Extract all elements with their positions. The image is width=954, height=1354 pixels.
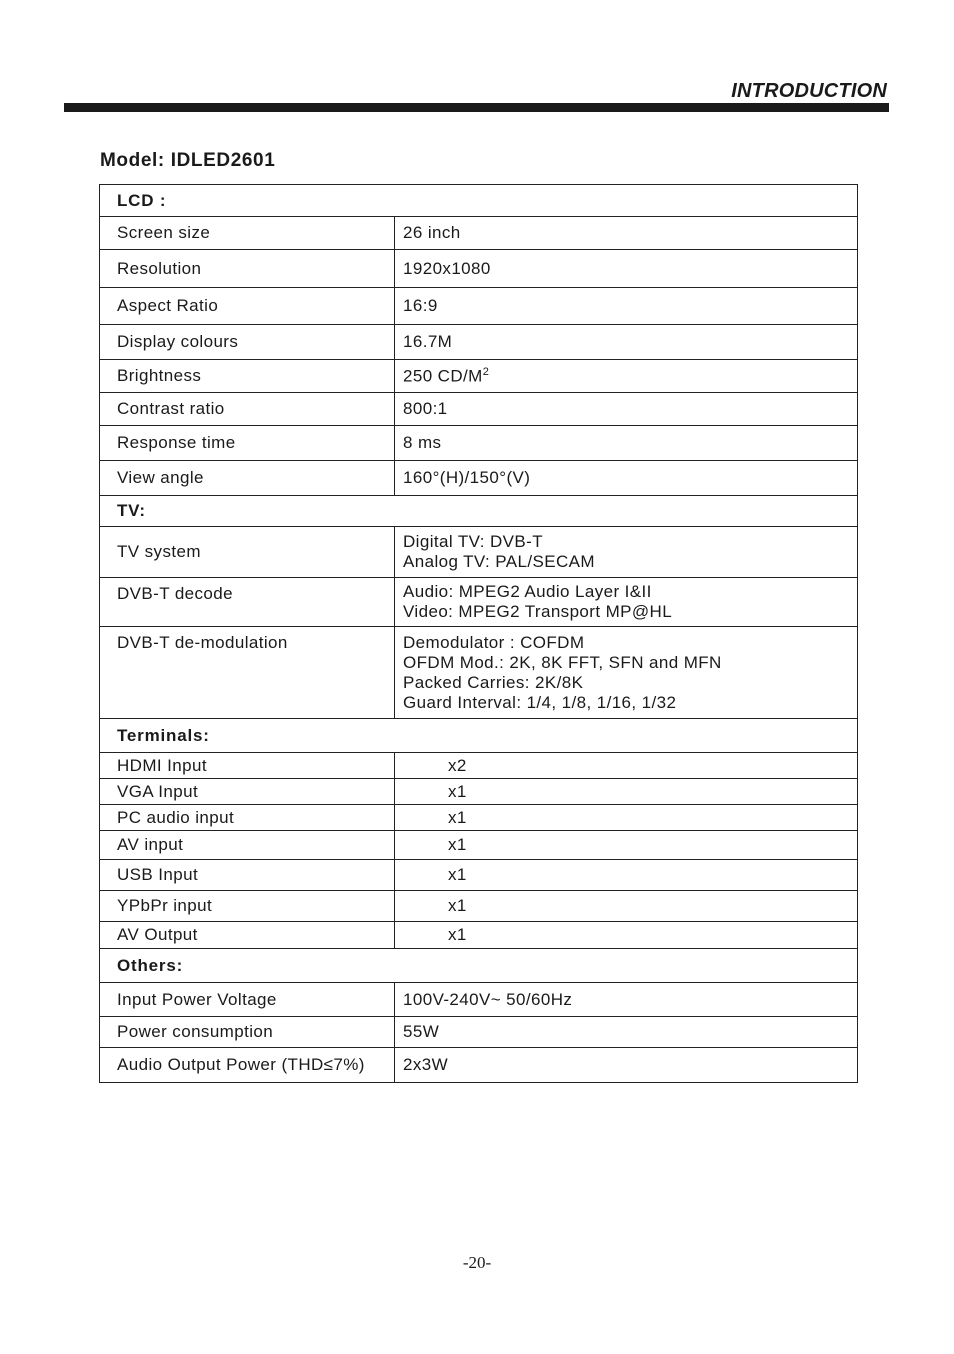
spec-value: 160°(H)/150°(V) bbox=[395, 461, 858, 496]
brightness-superscript: 2 bbox=[482, 365, 490, 378]
spec-value: 100V-240V~ 50/60Hz bbox=[395, 983, 858, 1017]
spec-label: PC audio input bbox=[100, 805, 395, 831]
spec-value bbox=[395, 527, 858, 578]
section-others: Others: bbox=[100, 949, 858, 983]
section-row-terminals bbox=[100, 719, 858, 753]
spec-row bbox=[100, 578, 858, 627]
spec-label: Power consumption bbox=[100, 1017, 395, 1048]
spec-row bbox=[100, 779, 858, 805]
spec-row bbox=[100, 891, 858, 922]
spec-value: x2 bbox=[395, 753, 858, 779]
spec-value: 1920x1080 bbox=[395, 250, 858, 288]
spec-value: 55W bbox=[395, 1017, 858, 1048]
spec-row bbox=[100, 250, 858, 288]
brightness-value: 250 CD/M bbox=[403, 366, 483, 386]
spec-label: Input Power Voltage bbox=[100, 983, 395, 1017]
spec-row bbox=[100, 1048, 858, 1083]
spec-table bbox=[99, 184, 858, 1083]
section-lcd: LCD : bbox=[100, 185, 858, 217]
spec-label: TV system bbox=[100, 527, 395, 578]
spec-value: x1 bbox=[395, 860, 858, 891]
spec-row bbox=[100, 1017, 858, 1048]
spec-row bbox=[100, 527, 858, 578]
spec-value-line: Digital TV: DVB-T bbox=[403, 532, 543, 551]
spec-row bbox=[100, 426, 858, 461]
spec-value-line: Audio: MPEG2 Audio Layer I&II bbox=[403, 582, 652, 601]
spec-value: x1 bbox=[395, 805, 858, 831]
spec-value-line: Video: MPEG2 Transport MP@HL bbox=[403, 602, 673, 621]
spec-row bbox=[100, 753, 858, 779]
spec-label: AV input bbox=[100, 831, 395, 860]
spec-value: x1 bbox=[395, 922, 858, 949]
spec-label: Display colours bbox=[100, 325, 395, 360]
section-tv: TV: bbox=[100, 496, 858, 527]
spec-value: 8 ms bbox=[395, 426, 858, 461]
spec-label: HDMI Input bbox=[100, 753, 395, 779]
spec-label: Response time bbox=[100, 426, 395, 461]
spec-row bbox=[100, 288, 858, 325]
spec-value: 800:1 bbox=[395, 393, 858, 426]
header-title: INTRODUCTION bbox=[731, 80, 887, 102]
spec-value: 16.7M bbox=[395, 325, 858, 360]
spec-label: YPbPr input bbox=[100, 891, 395, 922]
spec-value bbox=[395, 360, 858, 393]
section-row-others bbox=[100, 949, 858, 983]
spec-value-line: Guard Interval: 1/4, 1/8, 1/16, 1/32 bbox=[403, 692, 677, 712]
spec-label: VGA Input bbox=[100, 779, 395, 805]
spec-row bbox=[100, 805, 858, 831]
spec-value bbox=[395, 578, 858, 627]
spec-label: Brightness bbox=[100, 360, 395, 393]
spec-label: DVB-T de-modulation bbox=[100, 627, 395, 719]
spec-label: Aspect Ratio bbox=[100, 288, 395, 325]
spec-label: Resolution bbox=[100, 250, 395, 288]
model-title: Model: IDLED2601 bbox=[100, 150, 276, 171]
spec-label: DVB-T decode bbox=[100, 578, 395, 627]
spec-value: 16:9 bbox=[395, 288, 858, 325]
spec-label: View angle bbox=[100, 461, 395, 496]
spec-value-line: Demodulator : COFDM bbox=[403, 632, 585, 652]
spec-row bbox=[100, 983, 858, 1017]
spec-value bbox=[395, 627, 858, 719]
section-terminals: Terminals: bbox=[100, 719, 858, 753]
spec-value: x1 bbox=[395, 891, 858, 922]
spec-value-line: Packed Carries: 2K/8K bbox=[403, 672, 584, 692]
spec-value-line: Analog TV: PAL/SECAM bbox=[403, 552, 595, 571]
spec-value: x1 bbox=[395, 779, 858, 805]
spec-label: AV Output bbox=[100, 922, 395, 949]
section-row-tv bbox=[100, 496, 858, 527]
spec-row bbox=[100, 461, 858, 496]
spec-row bbox=[100, 360, 858, 393]
spec-value: x1 bbox=[395, 831, 858, 860]
spec-label: Contrast ratio bbox=[100, 393, 395, 426]
spec-row bbox=[100, 217, 858, 250]
spec-value: 2x3W bbox=[395, 1048, 858, 1083]
spec-value-line: OFDM Mod.: 2K, 8K FFT, SFN and MFN bbox=[403, 652, 722, 672]
spec-row bbox=[100, 627, 858, 719]
spec-row bbox=[100, 922, 858, 949]
spec-label: Audio Output Power (THD≤7%) bbox=[100, 1048, 395, 1083]
section-row-lcd bbox=[100, 185, 858, 217]
spec-label: USB Input bbox=[100, 860, 395, 891]
spec-row bbox=[100, 325, 858, 360]
spec-row bbox=[100, 860, 858, 891]
page-number: -20- bbox=[462, 1253, 492, 1272]
spec-label: Screen size bbox=[100, 217, 395, 250]
spec-row bbox=[100, 393, 858, 426]
spec-value: 26 inch bbox=[395, 217, 858, 250]
header-rule bbox=[64, 103, 889, 112]
spec-row bbox=[100, 831, 858, 860]
